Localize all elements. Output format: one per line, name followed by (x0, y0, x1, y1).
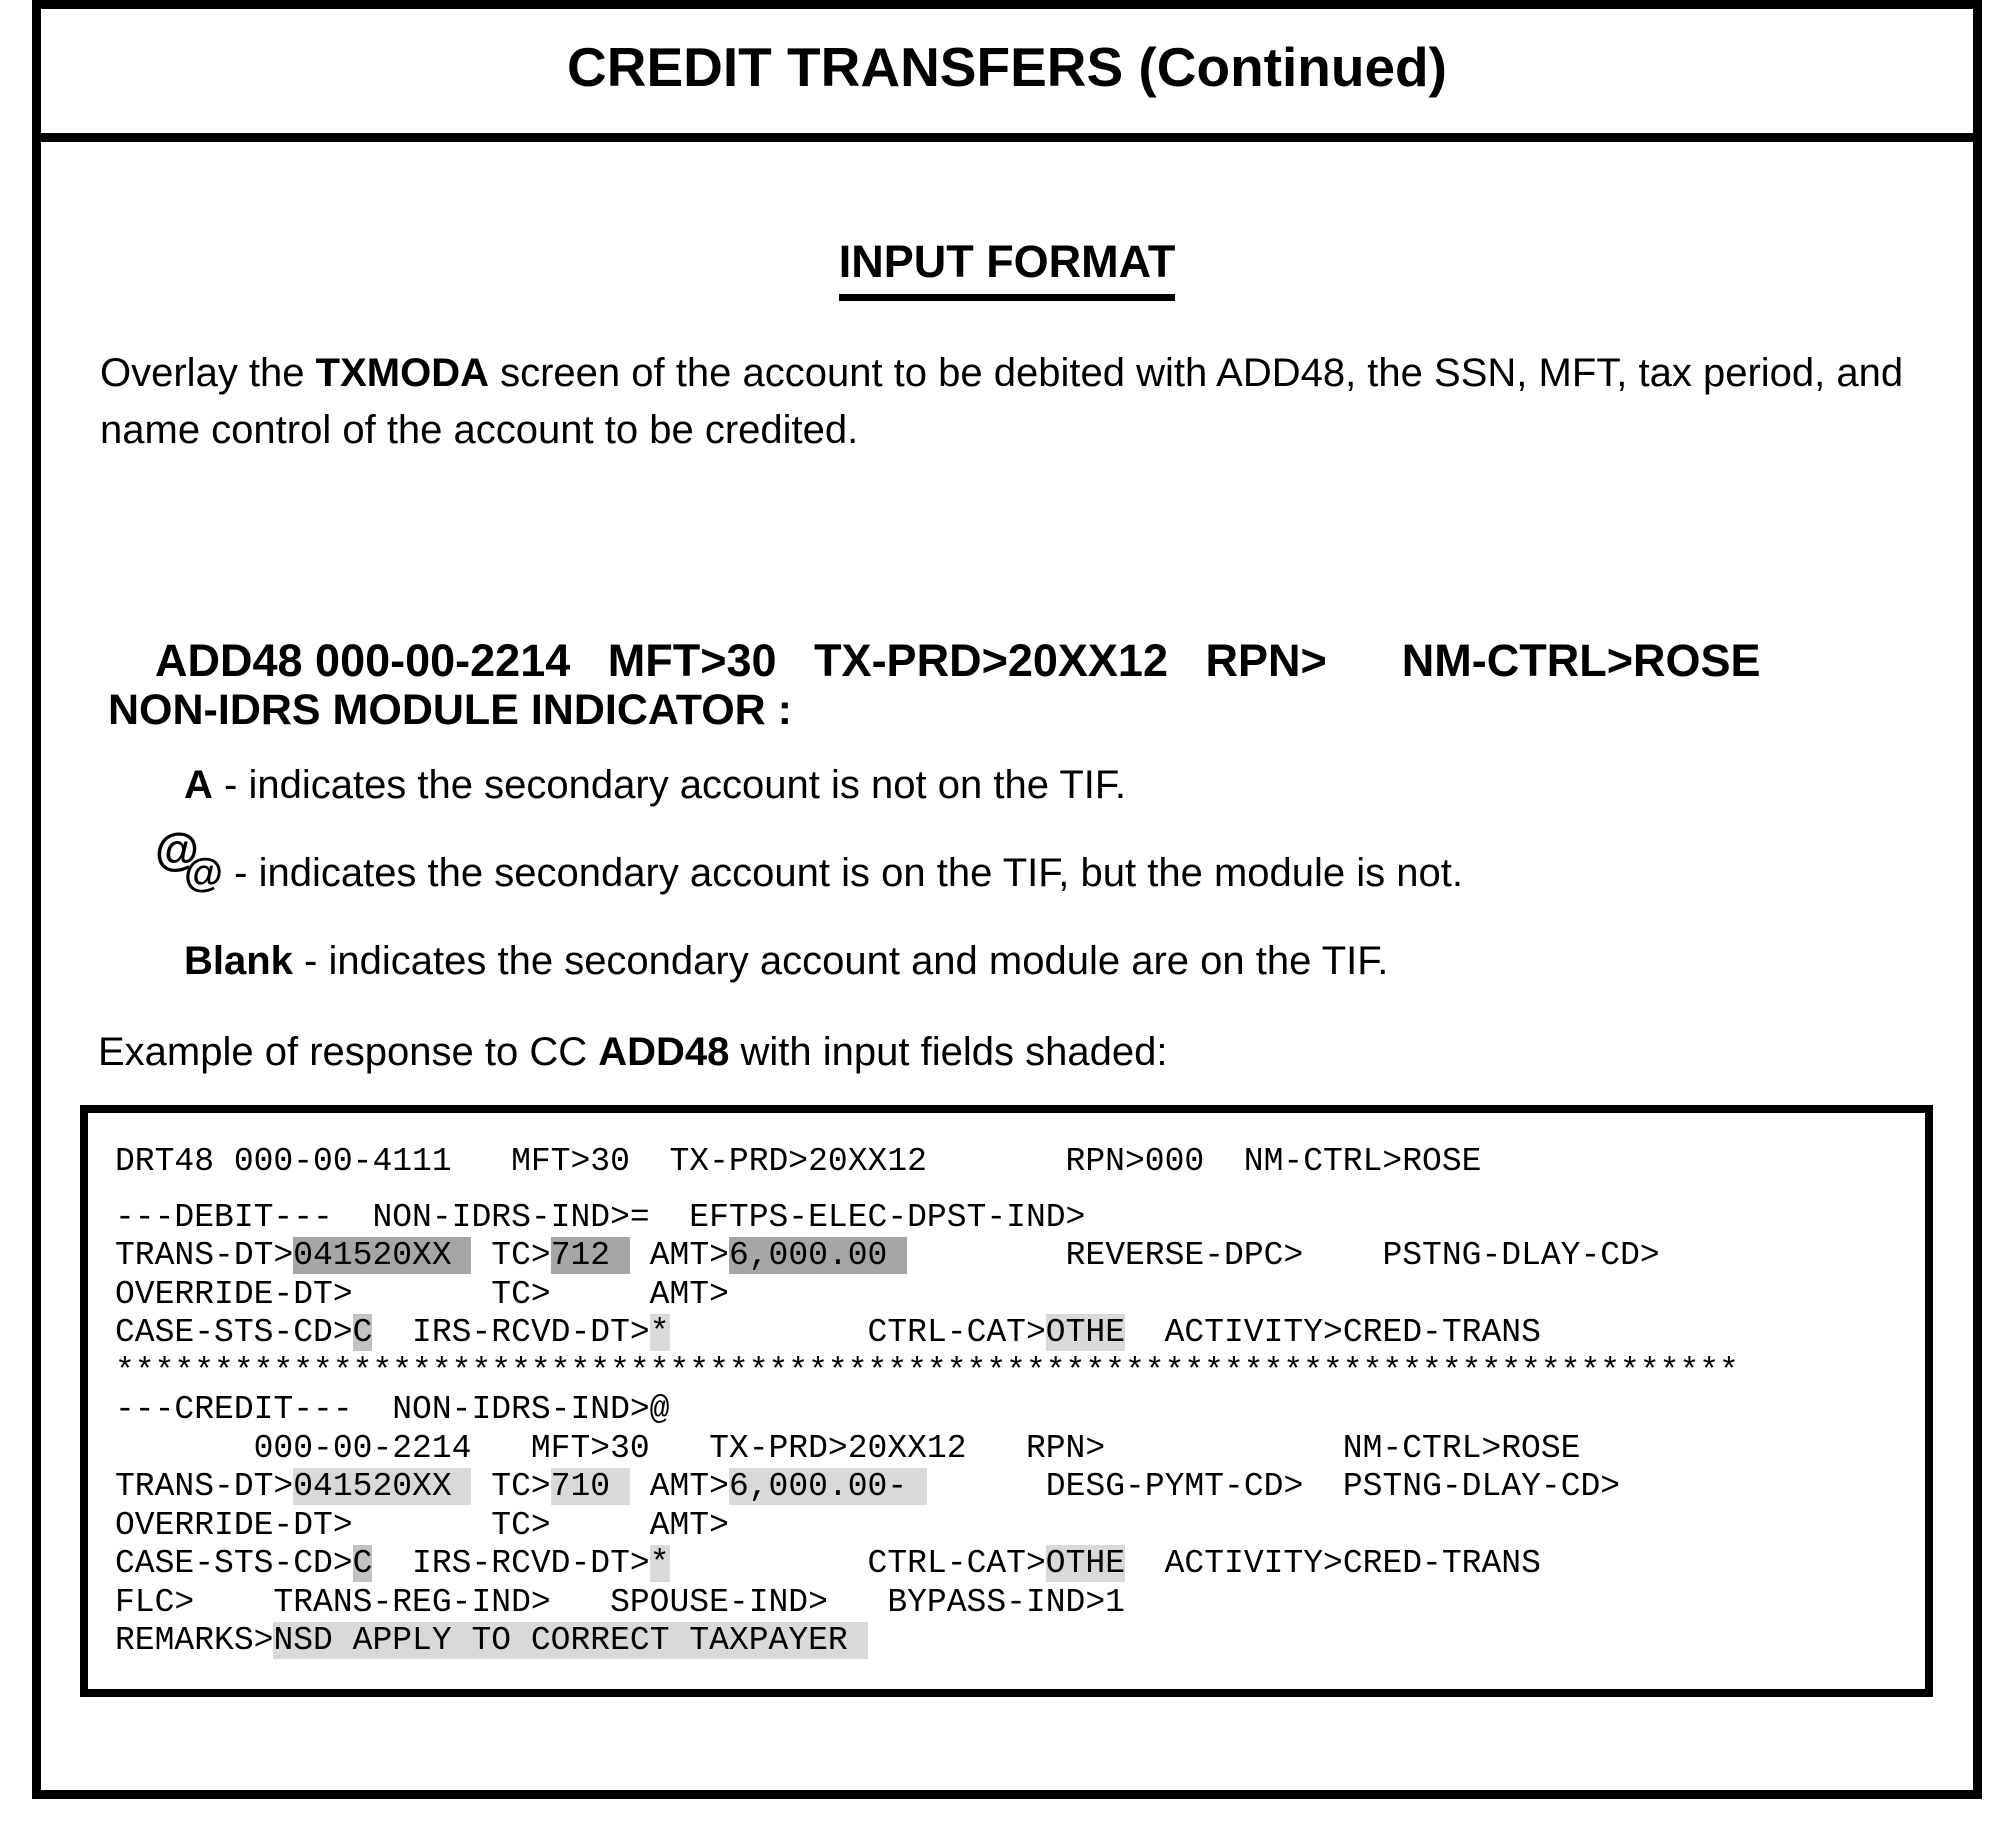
shaded-input-field: C (352, 1314, 373, 1351)
terminal-line (115, 1276, 1925, 1315)
intro-paragraph (100, 345, 1920, 459)
terminal-text: 000-00-2214 MFT>30 TX-PRD>20XX12 RPN> NM-CTRL>ROSE (115, 1429, 1581, 1467)
shaded-input-field: * (649, 1545, 670, 1582)
terminal-text: OVERRIDE-DT> TC> AMT> (115, 1275, 729, 1313)
example-caption (98, 1030, 1167, 1075)
terminal-text: AMT> (629, 1468, 729, 1505)
shaded-input-field: 6,000.00 (728, 1237, 908, 1274)
terminal-text: CTRL-CAT> (669, 1545, 1046, 1582)
intro-txmoda-bold: TXMODA (315, 351, 489, 395)
shaded-input-field: 6,000.00- (728, 1468, 927, 1505)
terminal-text: TC> (471, 1237, 551, 1274)
terminal-line (115, 1468, 1925, 1507)
terminal-text: CTRL-CAT> (669, 1314, 1046, 1351)
title-bar (32, 0, 1982, 142)
terminal-line (115, 1507, 1925, 1546)
terminal-text: CASE-STS-CD> (115, 1314, 353, 1351)
example-caption-pre: Example of response to CC (98, 1030, 599, 1074)
terminal-text: REVERSE-DPC> PSTNG-DLAY-CD> (907, 1237, 1660, 1274)
example-caption-bold: ADD48 (598, 1030, 730, 1074)
indicator-term: A (184, 763, 213, 807)
indicator-desc: - indicates the secondary account and module are on the TIF. (292, 939, 1389, 983)
terminal-text: ACTIVITY>CRED-TRANS (1125, 1545, 1541, 1582)
page-title: CREDIT TRANSFERS (Continued) (567, 35, 1447, 98)
shaded-input-field: OTHE (1045, 1314, 1125, 1351)
terminal-line (115, 1391, 1925, 1430)
terminal-line (115, 1314, 1925, 1353)
shaded-input-field: * (649, 1314, 670, 1351)
terminal-text: DRT48 000-00-4111 MFT>30 TX-PRD>20XX12 RPN>000 NM-CTRL>ROSE (115, 1143, 1482, 1180)
intro-text-pre: Overlay the (100, 351, 316, 395)
command-line: ADD48 000-00-2214 MFT>30 TX-PRD>20XX12 RPN> NM-CTRL>ROSE (155, 635, 1761, 686)
section-heading-wrap (32, 236, 1982, 301)
command-line-continuation: @ (155, 824, 199, 875)
terminal-line (115, 1143, 1925, 1182)
terminal-text: ---DEBIT--- NON-IDRS-IND>= EFTPS-ELEC-DPST-IND> (115, 1198, 1086, 1236)
terminal-text: TC> (471, 1468, 551, 1505)
terminal-line (115, 1622, 1925, 1661)
terminal-line (115, 1353, 1925, 1392)
terminal-text: CASE-STS-CD> (115, 1545, 353, 1582)
terminal-text: REMARKS> (115, 1622, 274, 1659)
shaded-input-field: 712 (550, 1237, 630, 1274)
intro-text-post: screen of the account to be debited with ADD48, the SSN, MFT, tax period, and name control of the account to be credited. (100, 351, 1915, 452)
shaded-input-field: NSD APPLY TO CORRECT TAXPAYER (273, 1622, 868, 1659)
indicator-heading: NON-IDRS MODULE INDICATOR : (108, 686, 792, 734)
shaded-input-field: 041520XX (293, 1237, 472, 1274)
terminal-line (115, 1545, 1925, 1584)
example-caption-post: with input fields shaded: (729, 1030, 1168, 1074)
indicator-desc: - indicates the secondary account is on the TIF, but the module is not. (223, 851, 1463, 895)
terminal-line (115, 1237, 1925, 1276)
command-example-block (155, 503, 1761, 1007)
indicator-item-blank (184, 939, 1388, 984)
terminal-line (115, 1584, 1925, 1623)
terminal-text: IRS-RCVD-DT> (372, 1545, 650, 1582)
terminal-text: ACTIVITY>CRED-TRANS (1125, 1314, 1541, 1351)
shaded-input-field: 710 (550, 1468, 630, 1505)
indicator-item-at (184, 851, 1463, 896)
terminal-text: TRANS-DT> (115, 1468, 294, 1505)
section-heading: INPUT FORMAT (839, 236, 1176, 301)
terminal-text: DESG-PYMT-CD> PSTNG-DLAY-CD> (926, 1468, 1621, 1505)
terminal-line (115, 1430, 1925, 1469)
terminal-text: ********************************************************************************** (115, 1352, 1739, 1390)
terminal-screen (80, 1105, 1933, 1697)
terminal-text: ---CREDIT--- NON-IDRS-IND>@ (115, 1391, 670, 1428)
terminal-text: TRANS-DT> (115, 1237, 294, 1274)
shaded-input-field: C (352, 1545, 373, 1582)
indicator-term: @ (184, 851, 224, 895)
terminal-text: OVERRIDE-DT> TC> AMT> (115, 1506, 729, 1544)
terminal-text: IRS-RCVD-DT> (372, 1314, 650, 1351)
terminal-text: FLC> TRANS-REG-IND> SPOUSE-IND> BYPASS-IND>1 (115, 1583, 1125, 1621)
indicator-item-a (184, 763, 1126, 808)
terminal-line (115, 1199, 1925, 1238)
indicator-term: Blank (184, 939, 293, 983)
shaded-input-field: 041520XX (293, 1468, 472, 1505)
shaded-input-field: OTHE (1045, 1545, 1125, 1582)
terminal-text: AMT> (629, 1237, 729, 1274)
indicator-desc: - indicates the secondary account is not on the TIF. (212, 763, 1126, 807)
